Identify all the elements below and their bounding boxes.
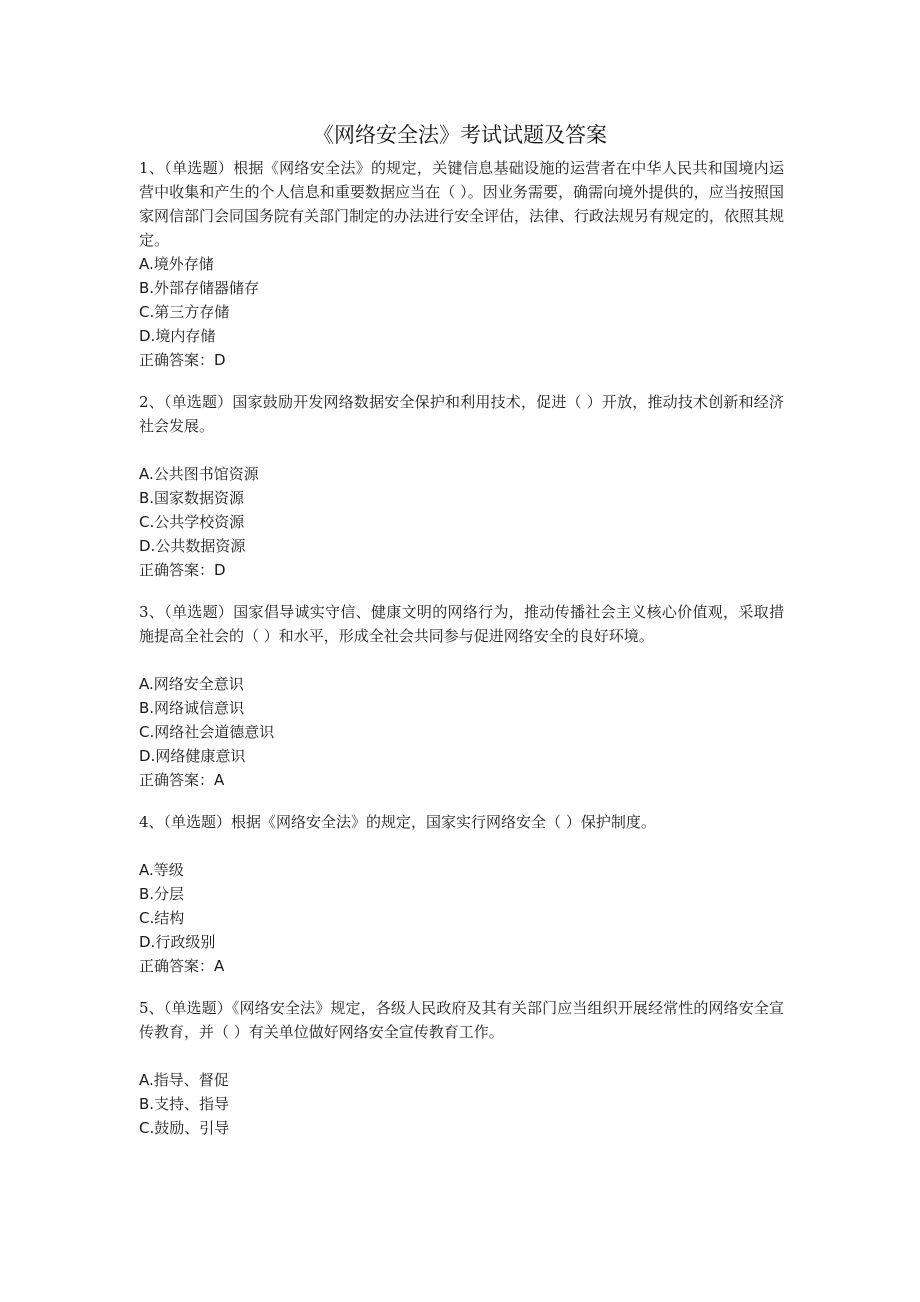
option-c: C.第三方存储 [139,303,230,321]
option-d: D.网络健康意识 [139,747,246,765]
option-a: A.公共图书馆资源 [139,465,259,483]
question-2 [139,390,784,582]
blank-line [139,648,784,672]
blank-line [139,438,784,462]
correct-answer: 正确答案：D [139,351,226,369]
option-c: C.网络社会道德意识 [139,723,275,741]
question-stem: 4、（单选题）根据《网络安全法》的规定，国家实行网络安全（ ）保护制度。 [139,813,656,831]
question-stem: 2、（单选题）国家鼓励开发网络数据安全保护和利用技术，促进（ ）开放，推动技术创新和经济社会发展。 [139,393,784,435]
question-stem: 1、（单选题）根据《网络安全法》的规定，关键信息基础设施的运营者在中华人民共和国境内运营中收集和产生的个人信息和重要数据应当在（ ）。因业务需要，确需向境外提供的，应当按照国家网信部门会同国务院有关部门制定的办法进行安全评估，法律、行政法规另有规定的，依照其规定。 [139,159,785,249]
correct-answer: 正确答案：A [139,771,225,789]
option-a: A.境外存储 [139,255,214,273]
option-a: A.指导、督促 [139,1071,229,1089]
question-stem: 5、（单选题）《网络安全法》规定，各级人民政府及其有关部门应当组织开展经常性的网络安全宣传教育，并（ ）有关单位做好网络安全宣传教育工作。 [139,999,784,1041]
option-c: C.鼓励、引导 [139,1119,230,1137]
correct-answer: 正确答案：D [139,561,226,579]
question-stem: 3、（单选题）国家倡导诚实守信、健康文明的网络行为，推动传播社会主义核心价值观，采取措施提高全社会的（ ）和水平，形成全社会共同参与促进网络安全的良好环境。 [139,603,784,645]
option-a: A.网络安全意识 [139,675,244,693]
option-d: D.行政级别 [139,933,216,951]
option-b: B.支持、指导 [139,1095,230,1113]
question-1 [139,156,784,372]
option-c: C.结构 [139,909,185,927]
question-4 [139,810,784,978]
option-d: D.境内存储 [139,327,216,345]
option-a: A.等级 [139,861,184,879]
question-list [139,156,784,1158]
question-5 [139,996,784,1140]
option-b: B.分层 [139,885,185,903]
option-b: B.外部存储器储存 [139,279,260,297]
option-c: C.公共学校资源 [139,513,245,531]
option-d: D.公共数据资源 [139,537,246,555]
question-3 [139,600,784,792]
option-b: B.网络诚信意识 [139,699,245,717]
option-b: B.国家数据资源 [139,489,245,507]
blank-line [139,834,784,858]
document-title: 《网络安全法》考试试题及答案 [313,123,607,147]
correct-answer: 正确答案：A [139,957,225,975]
blank-line [139,1044,784,1068]
